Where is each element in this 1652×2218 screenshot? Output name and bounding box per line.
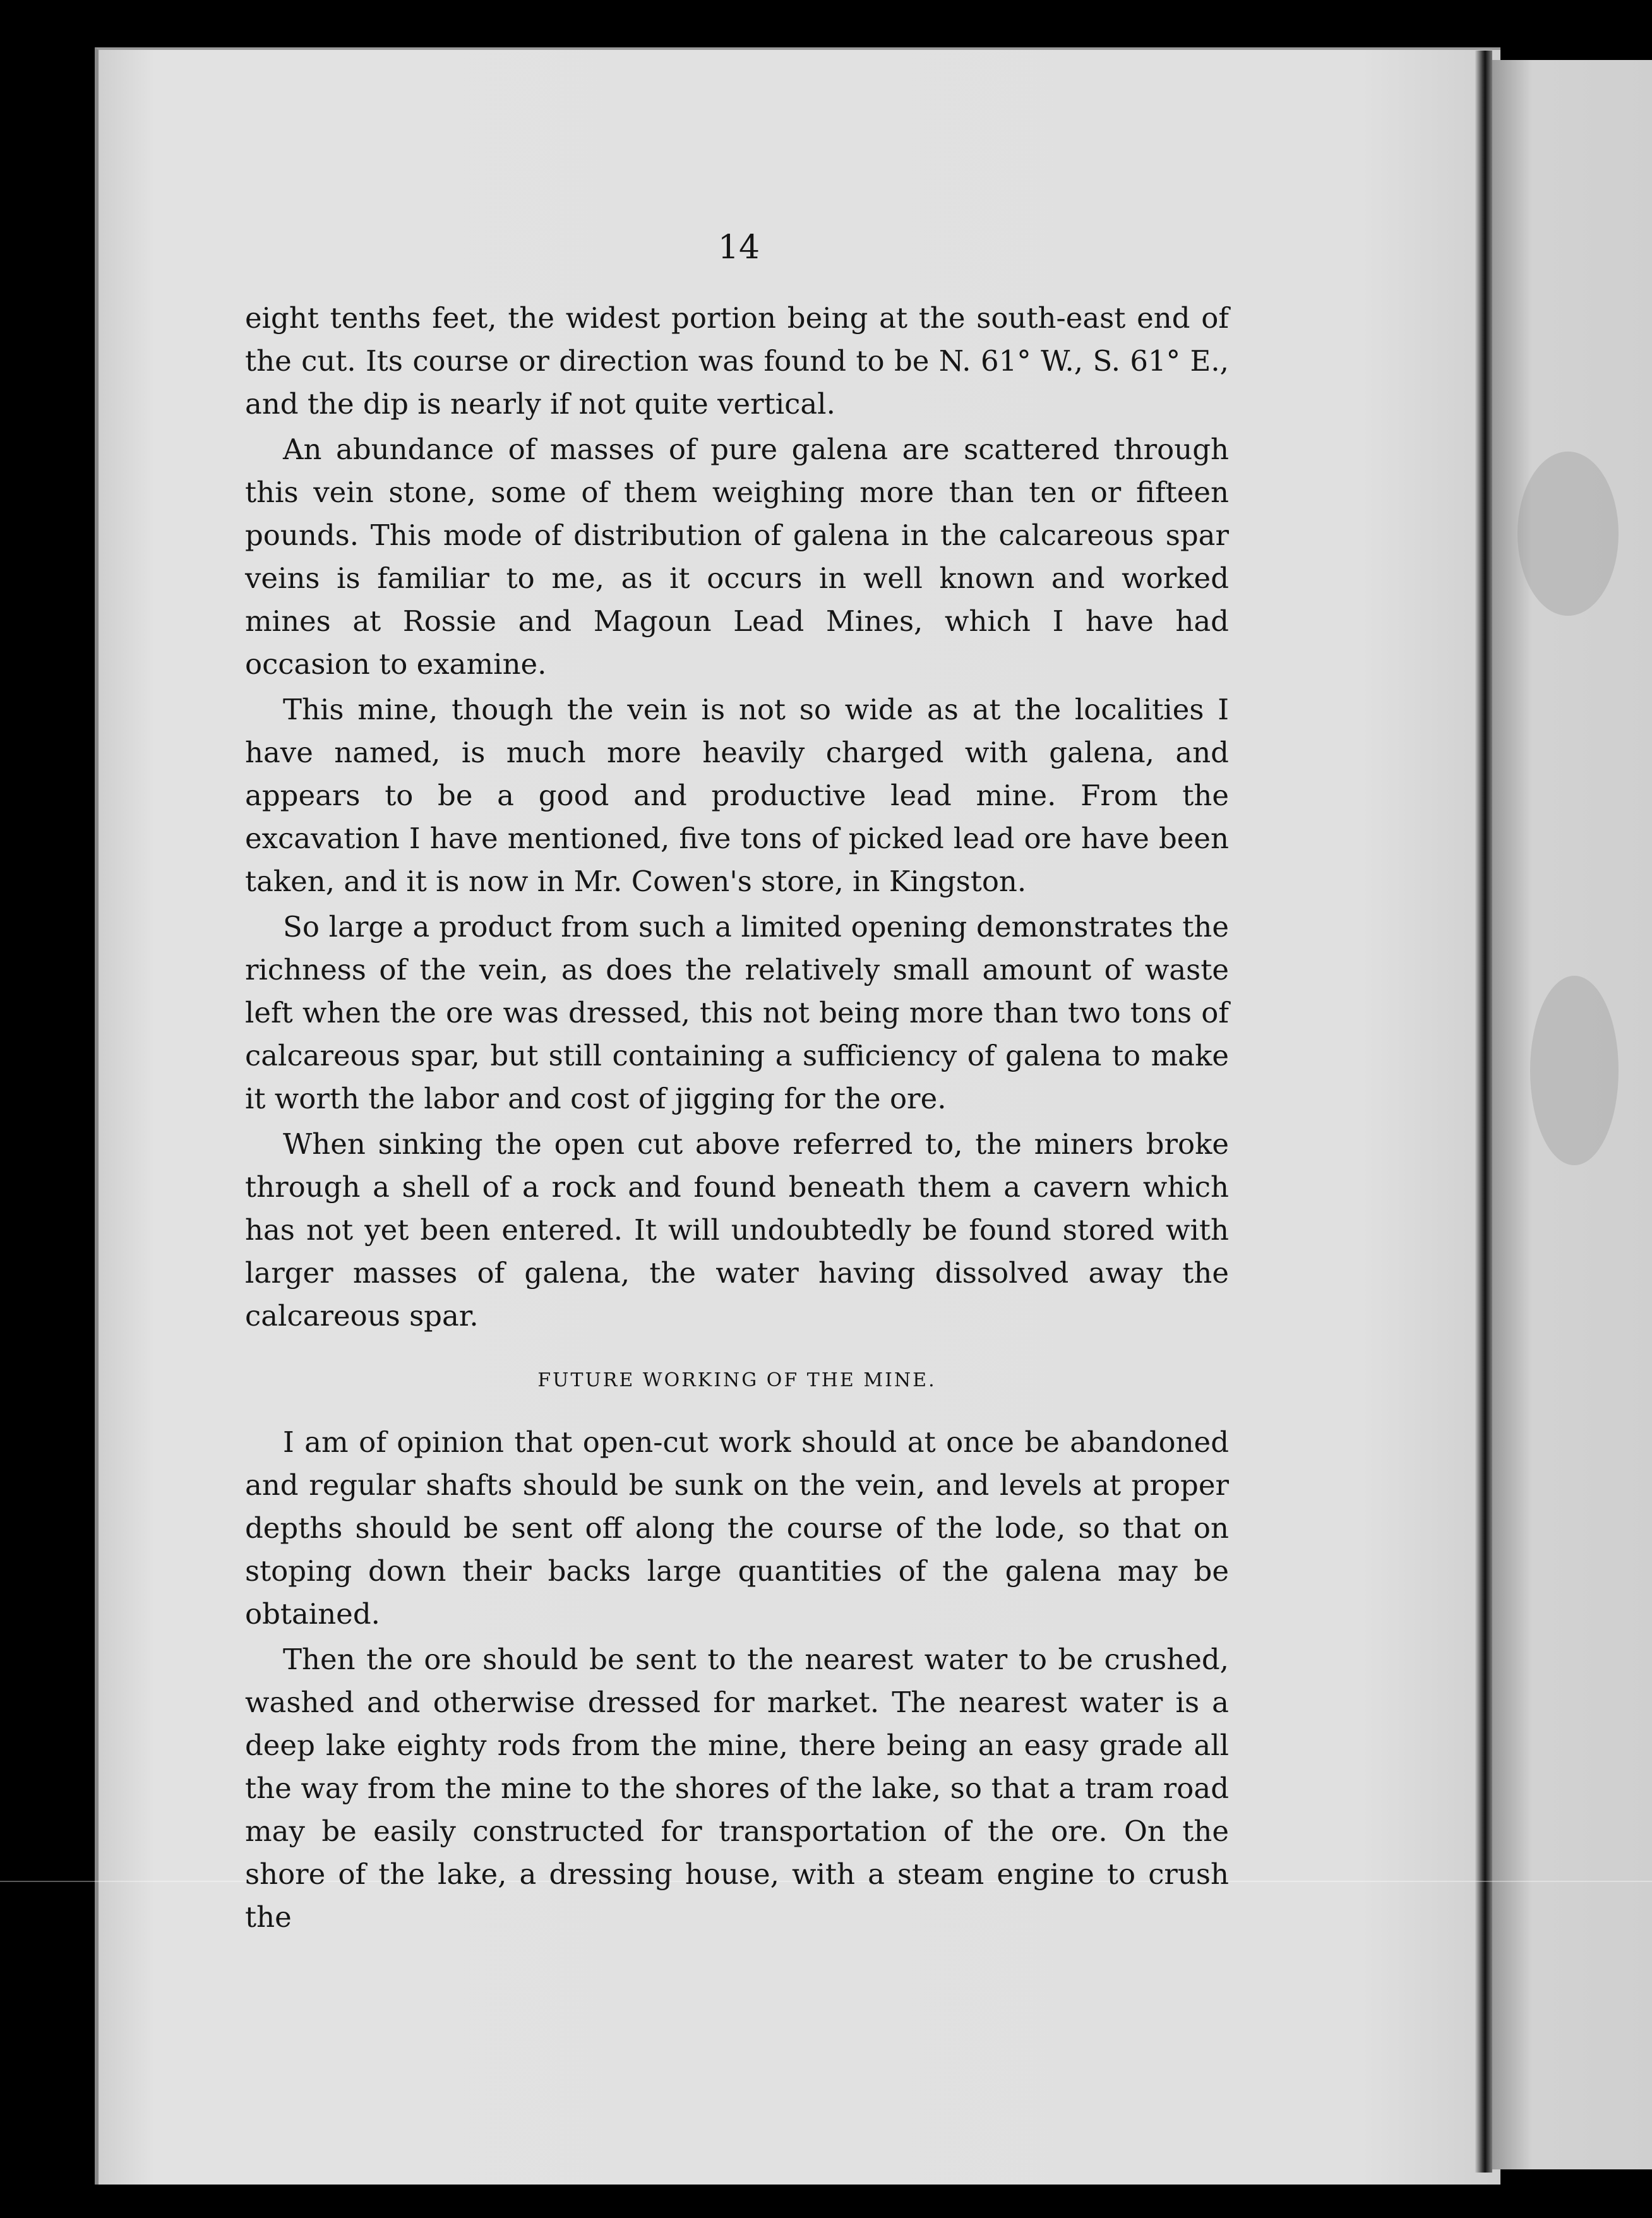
paragraph: When sinking the open cut above referred to, the miners broke through a shell of a rock and found beneath them a cavern which has not yet been entered. It will undoubtedly be found stored with larger masses of galena, the water having dissolved away the calcareous spar.: [245, 1127, 1229, 1333]
paragraph: eight tenths feet, the widest portion being at the south-east end of the cut. Its course or direction was found to be N. 61° W., S. 61° E., and the dip is nearly if not quite vertical.: [245, 301, 1229, 421]
facing-page-edge: [1492, 60, 1652, 2169]
page-number: 14: [717, 229, 760, 267]
paragraph: I am of opinion that open-cut work should at once be abandoned and regular shafts should be sunk on the vein, and levels at proper depths should be sent off along the course of the lode, so that on stoping down their backs large quantities of the galena may be obtained.: [245, 1425, 1229, 1631]
paragraph: So large a product from such a limited opening demonstrates the richness of the vein, as does the relatively small amount of waste left when the ore was dressed, this not being more than two tons of calcareous spar, but still containing a sufficiency of galena to make it worth the labor and cost of jigging for the ore.: [245, 910, 1229, 1115]
paragraph: An abundance of masses of pure galena are scattered through this vein stone, some of them weighing more than ten or fifteen pounds. This mode of distribution of galena in the calcareous spar veins is familiar to me, as it occurs in well known and worked mines at Rossie and Magoun Lead Mines, which I have had occasion to examine.: [245, 433, 1229, 681]
paragraph: This mine, though the vein is not so wide as at the localities I have named, is much more heavily charged with galena, and appears to be a good and productive lead mine. From the excavation I have mentioned, five tons of picked lead ore have been taken, and it is now in Mr. Cowen's store, in Kingston.: [245, 693, 1229, 898]
stain-mark: [1517, 452, 1619, 616]
paragraph: Then the ore should be sent to the nearest water to be crushed, washed and otherwise dressed for market. The nearest water is a deep lake eighty rods from the mine, there being an easy grade all the way from the mine to the shores of the lake, so that a tram road may be easily constructed for transportation of the ore. On the shore of the lake, a dressing house, with a steam engine to crush the: [245, 1643, 1229, 1934]
binding-edge: [1475, 51, 1492, 2173]
stain-mark: [1530, 976, 1619, 1165]
page-body: [245, 297, 1229, 1939]
section-heading: FUTURE WORKING OF THE MINE.: [537, 1369, 937, 1391]
